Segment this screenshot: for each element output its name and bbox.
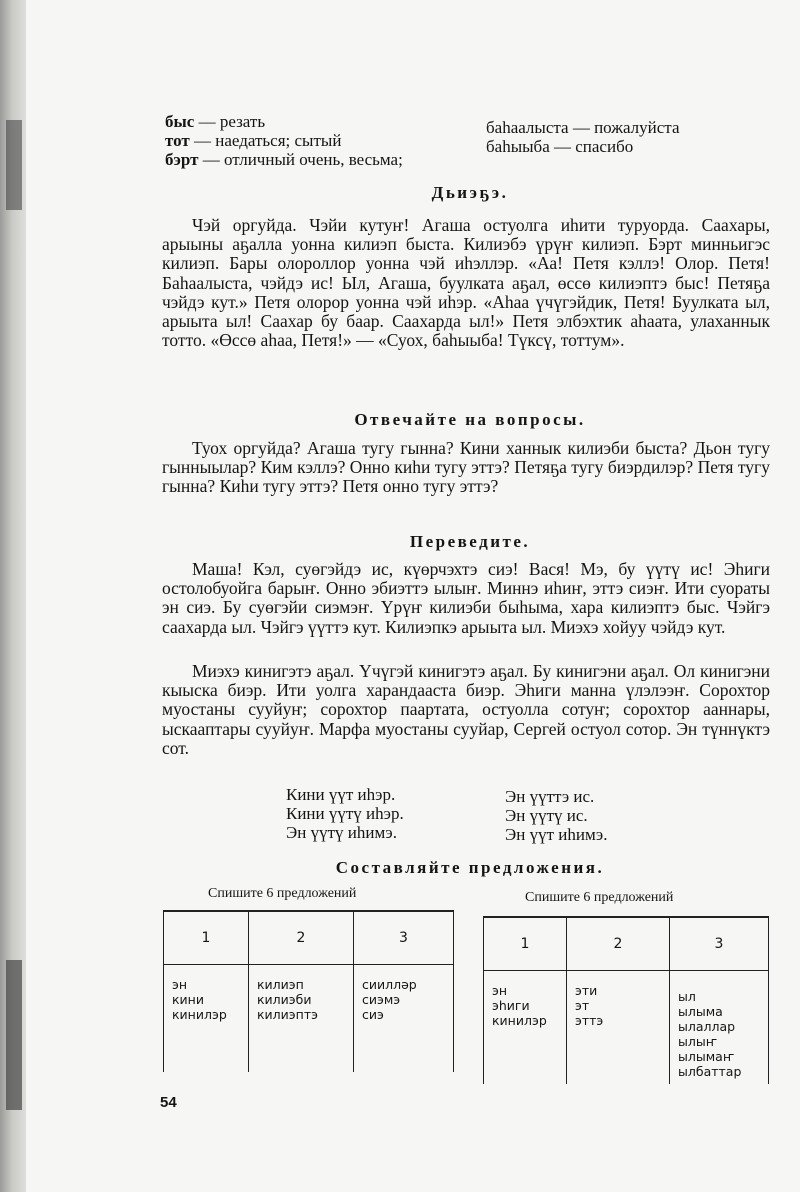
table-cell: эн кини кинилэр [164,965,249,1073]
vocab-item: быс –– резать [165,112,266,131]
vocab-right [486,118,786,156]
example-line: Эн үүттэ ис. [505,787,595,806]
example-line: Эн үүт иһимэ. [505,825,608,844]
example-line: Кини үүт иһэр. [286,785,396,804]
table-header: 2 [249,911,354,965]
table-cell: эти эт эттэ [567,971,670,1085]
spine-mark-top [6,120,22,210]
spine-mark-bottom [6,960,22,1110]
table-header: 3 [354,911,454,965]
vocab-item: бэрт — отличный очень, весьма; [165,150,403,169]
examples-left [286,785,486,842]
section-heading-compose: Составляйте предложения. [335,858,605,877]
sentence-table-right [483,916,769,1084]
story-paragraph: Чэй оргуйда. Чэйи кутуҥ! Агаша остуолга иһити туруорда. Саахары, арыыны аҕалла уонна килиэп быста. Килиэбэ үрүҥ килиэп. Бэрт минньигэс килиэп. Бары олороллор уонна чэй иһэллэр. «Аа! Петя кэллэ! Олор. Петя! Баһаалыста, чэйдэ ис! Ыл, Агаша, буулката аҕал, өссө килиэптэ быс! Петяҕа чэйдэ кут.» Петя олорор уонна чэй иһэр. «Аһаа үчүгэйдик, Петя! Буулката ыл, арыыта ыл! Саахар бу баар. Саахарда ыл!» Петя элбэхтик аһаата, улаханнык тотто. «Өссө аһаа, Петя!» — «Суох, баһыыба! Түксү, тоттум». [162,215,770,351]
table-header: 1 [164,911,249,965]
table-header: 1 [484,917,567,971]
example-line: Кини үүтү иһэр. [286,804,404,823]
questions-paragraph: Туох оргуйда? Агаша тугу гынна? Кини ханнык килиэби быста? Дьон тугу гынныылар? Ким кэллэ? Онно киһи тугу эттэ? Петяҕа тугу биэрдилэр? Петя тугу гынна? Киһи тугу эттэ? Петя онно тугу эттэ? [162,438,770,497]
vocab-item: тот –– наедаться; сытый [165,131,342,150]
translate-paragraph-2: Миэхэ кинигэтэ аҕал. Үчүгэй кинигэтэ аҕал. Бу кинигэни аҕал. Ол кинигэни кыыска биэр. Ити уолга харандааста биэр. Эһиги манна үлэлээҥ. Сорохтор муостаны сууйуҥ; сорохтор паартата, остуолла сотуҥ; сорохтор ааннары, ыскааптары сууйуҥ. Марфа муостаны сууйар, Сергей остуол сотор. Эн түннүктэ сот. [162,661,770,758]
vocab-left [165,112,485,169]
example-line: Эн үүтү ис. [505,806,588,825]
section-heading-translate: Переведите. [409,532,531,551]
vocab-item: баһаалыста — пожалуйста [486,118,680,137]
caption-right: Спишите 6 предложений [525,890,674,905]
section-heading-home: Дьиэҕэ. [431,183,509,202]
examples-right [505,787,705,844]
sentence-table-left [163,910,454,1072]
page-number: 54 [160,1094,177,1111]
table-cell: сиилләр сиэмэ сиэ [354,965,454,1073]
table-cell: ыл ылыма ылаллар ылыҥ ылымаҥ ылбаттар [670,971,769,1085]
table-cell: эн эһиги кинилэр [484,971,567,1085]
caption-left: Спишите 6 предложений [208,886,357,901]
example-line: Эн үүтү иһимэ. [286,823,397,842]
table-cell: килиэп килиэби килиэптэ [249,965,354,1073]
section-heading-questions: Отвечайте на вопросы. [354,410,586,429]
vocab-item: баһыыба — спасибо [486,137,634,156]
translate-paragraph-1: Маша! Кэл, суөгэйдэ ис, күөрчэхтэ сиэ! Вася! Мэ, бу үүтү ис! Эһиги остолобуойга барыҥ. Онно эбиэттэ ылыҥ. Миннэ иһиҥ, эттэ сиэҥ. Ити суораты эн сиэ. Бу суөгэйи сиэмэҥ. Үрүҥ килиэби быһыма, хара килиэптэ быс. Чэйгэ саахарда ыл. Чэйгэ үүттэ кут. Килиэпкэ арыыта ыл. Миэхэ хойуу чэйдэ кут. [162,559,770,637]
table-header: 3 [670,917,769,971]
table-header: 2 [567,917,670,971]
